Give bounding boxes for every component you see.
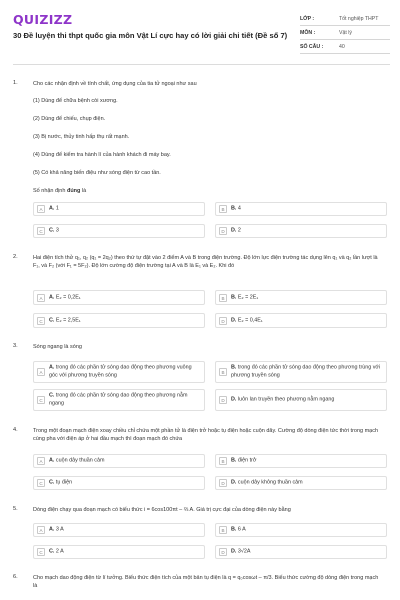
question-number: 5. xyxy=(13,506,18,512)
option-label: B. xyxy=(231,205,237,212)
meta-label: SỐ CÂU : xyxy=(300,43,324,50)
option-a[interactable] xyxy=(33,290,205,305)
meta-value: Vật lý xyxy=(339,29,352,36)
option-a[interactable] xyxy=(33,361,205,383)
option-d[interactable] xyxy=(215,389,387,411)
meta-label: MÔN : xyxy=(300,29,316,36)
option-text: 4 xyxy=(237,205,241,212)
option-label: C. xyxy=(49,479,55,486)
question-number: 1. xyxy=(13,80,18,86)
question-number: 6. xyxy=(13,574,18,580)
prompt-suffix: là xyxy=(80,188,87,194)
question-number: 2. xyxy=(13,254,18,260)
option-label: A. xyxy=(49,205,55,212)
option-letter: D xyxy=(219,396,227,404)
document-header xyxy=(0,0,400,62)
question-text: Cho các nhận định về tính chất, ứng dụng của tia tử ngoại như sau xyxy=(33,81,197,87)
option-label: A. xyxy=(49,457,55,464)
option-d[interactable] xyxy=(215,224,387,238)
question-number: 3. xyxy=(13,343,18,349)
option-text: cuộn dây thuần cảm xyxy=(55,457,105,464)
option-letter: C xyxy=(37,396,45,404)
statement: (5) Có khả năng biến điệu như sóng điện từ cao tần. xyxy=(33,170,161,176)
option-letter: D xyxy=(219,479,227,487)
option-label: D. xyxy=(231,479,237,486)
option-letter: C xyxy=(37,479,45,487)
option-label: A. xyxy=(49,293,55,300)
option-label: D. xyxy=(231,227,237,234)
option-letter: B xyxy=(219,457,227,465)
option-text: 2 A xyxy=(55,548,64,555)
statement: (2) Dùng để chiếu, chụp điện. xyxy=(33,116,106,122)
option-letter: B xyxy=(219,368,227,376)
meta-label: LỚP : xyxy=(300,15,315,22)
option-letter: B xyxy=(219,294,227,302)
question-number: 4. xyxy=(13,427,18,433)
quizizz-logo: QUIZIZZ xyxy=(13,12,73,27)
statement: (3) Bị nước, thủy tinh hấp thụ rất mạnh. xyxy=(33,134,130,140)
meta-row-count xyxy=(300,40,390,54)
option-label: D. xyxy=(231,316,237,323)
option-label: B. xyxy=(231,457,237,464)
option-letter: A xyxy=(37,205,45,213)
meta-row-subject xyxy=(300,26,390,40)
option-text: tụ điện xyxy=(55,479,73,486)
option-text: E₂ = 2E₁ xyxy=(237,293,259,300)
option-label: C. xyxy=(49,227,55,234)
option-label: B. xyxy=(231,526,237,533)
option-label: D. xyxy=(231,548,237,555)
option-text: 6 A xyxy=(237,526,246,533)
question-text: Cho mạch dao động điện từ lí tưởng. Biểu thức điện tích của một bản tụ điện là q = q₀cosωt – π/3. Biểu thức cường độ dòng điện trong mạch là xyxy=(33,575,379,589)
option-letter: C xyxy=(37,548,45,556)
option-text: cuộn dây không thuần cảm xyxy=(237,479,303,486)
option-letter: D xyxy=(219,317,227,325)
option-d[interactable] xyxy=(215,476,387,490)
option-label: B. xyxy=(231,364,237,371)
option-text: trong đó các phần tử sóng dao động theo phương trùng với phương truyền sóng xyxy=(231,364,381,378)
option-a[interactable] xyxy=(33,202,205,216)
option-b[interactable] xyxy=(215,523,387,537)
question-text: Hai điện tích thử q₁, q₂ (q₁ = 2q₂) theo thứ tự đặt vào 2 điểm A và B trong điện trường. Độ lớn lực điện trường tác dụng lên q₁ và q₂ lần lượt là F₁, và F₂ (với F₁ = 5F₂). Độ lớn cường độ điện trường tại A và B là E₁ và E₂. Khi đó xyxy=(33,255,378,269)
option-letter: B xyxy=(219,526,227,534)
option-letter: A xyxy=(37,368,45,376)
option-text: điện trở xyxy=(237,457,257,464)
option-b[interactable] xyxy=(215,361,387,383)
option-d[interactable] xyxy=(215,313,387,328)
question-text: Trong một đoạn mạch điện xoay chiều chỉ chứa một phần tử là điện trở hoặc tụ điện hoặc cuộn dây. Cường độ dòng điện tức thời trong mạch cùng pha với điện áp ở hai đầu mạch thì đoạn mạch đó chứa xyxy=(33,428,379,442)
option-text: 2 xyxy=(237,227,241,234)
option-text: trong đó các phần tử sóng dao động theo phương nằm ngang xyxy=(49,392,188,406)
option-text: E₂ = 0,4E₁ xyxy=(237,316,263,323)
option-b[interactable] xyxy=(215,202,387,216)
option-label: C. xyxy=(49,548,55,555)
option-c[interactable] xyxy=(33,476,205,490)
question-text: Dòng điện chạy qua đoạn mạch có biểu thức i = 6cos100πt – ⅔ A. Giá trị cực đại của dòng điện này bằng xyxy=(33,507,291,513)
option-text: luôn lan truyền theo phương nằm ngang xyxy=(237,396,335,403)
option-letter: A xyxy=(37,294,45,302)
question-text: Sóng ngang là sóng xyxy=(33,344,82,350)
option-text: 3 xyxy=(55,227,59,234)
document-title: 30 Đề luyện thi thpt quốc gia môn Vật Lí cực hay có lời giải chi tiết (Đề số 7) xyxy=(13,31,288,40)
option-label: B. xyxy=(231,293,237,300)
option-label: C. xyxy=(49,392,55,399)
option-c[interactable] xyxy=(33,545,205,559)
option-letter: D xyxy=(219,548,227,556)
option-text: 1 xyxy=(55,205,59,212)
meta-info xyxy=(300,12,390,54)
statement: (4) Dùng để kiểm tra hành lí của hành khách đi máy bay. xyxy=(33,152,171,158)
header-divider xyxy=(13,64,390,65)
meta-value: Tốt nghiệp THPT xyxy=(339,15,379,22)
meta-row-class xyxy=(300,12,390,26)
option-text: 3√2A xyxy=(237,548,251,555)
prompt-bold: đúng xyxy=(66,188,81,194)
question-prompt xyxy=(33,188,86,194)
option-text: E₂ = 0,2E₁ xyxy=(55,293,81,300)
option-c[interactable] xyxy=(33,313,205,328)
option-label: D. xyxy=(231,396,237,403)
option-label: C. xyxy=(49,316,55,323)
option-a[interactable] xyxy=(33,523,205,537)
meta-value: 40 xyxy=(339,43,345,50)
statement: (1) Dùng để chữa bệnh còi xương. xyxy=(33,98,118,104)
option-b[interactable] xyxy=(215,454,387,468)
option-label: A. xyxy=(49,526,55,533)
option-text: trong đó các phần tử sóng dao động theo phương vuông góc với phương truyền sóng xyxy=(49,364,192,378)
option-letter: D xyxy=(219,227,227,235)
option-label: A. xyxy=(49,364,55,371)
option-letter: A xyxy=(37,457,45,465)
option-b[interactable] xyxy=(215,290,387,305)
option-letter: B xyxy=(219,205,227,213)
prompt-prefix: Số nhận định xyxy=(33,188,67,194)
option-text: 3 A xyxy=(55,526,64,533)
option-a[interactable] xyxy=(33,454,205,468)
option-letter: A xyxy=(37,526,45,534)
option-text: E₂ = 2,5E₁ xyxy=(55,316,81,323)
option-c[interactable] xyxy=(33,389,205,411)
option-letter: C xyxy=(37,317,45,325)
option-letter: C xyxy=(37,227,45,235)
option-d[interactable] xyxy=(215,545,387,559)
option-c[interactable] xyxy=(33,224,205,238)
